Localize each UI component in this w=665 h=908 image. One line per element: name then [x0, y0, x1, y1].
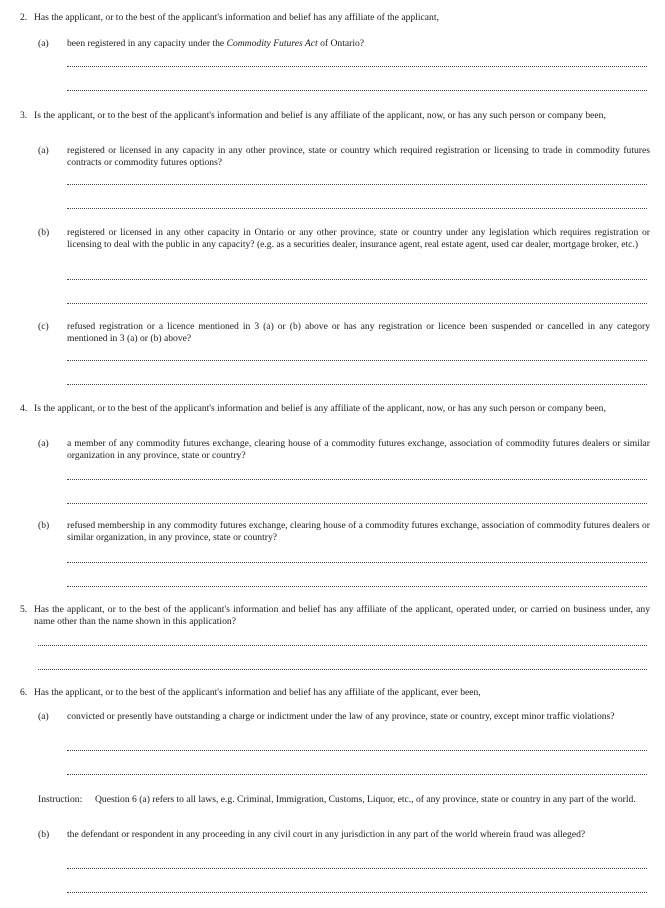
- question-4b: [38, 520, 650, 544]
- answer-line-6b-2[interactable]: [67, 892, 647, 893]
- instruction-note: [38, 794, 650, 806]
- answer-line-3b-1[interactable]: [67, 279, 647, 280]
- question-3b: [38, 227, 650, 251]
- sub-text: the defendant or respondent in any proceeding in any civil court in any jurisdiction in any part of the world wherein fraud was alleged?: [67, 829, 586, 840]
- question-stem: Is the applicant, or to the best of the applicant's information and belief is any affiliate of the applicant, now, or has any such person or company been,: [34, 403, 606, 414]
- answer-line-3a-2[interactable]: [67, 208, 647, 209]
- answer-line-4b-1[interactable]: [67, 562, 647, 563]
- sub-text: registered or licensed in any capacity in any other province, state or country which required registration or licensing to trade in commodity futures contracts or commodity futures options?: [67, 145, 650, 168]
- answer-line-6b-1[interactable]: [67, 868, 647, 869]
- question-2a: [38, 38, 650, 50]
- sub-label: (a): [38, 145, 49, 156]
- answer-line-3a-1[interactable]: [67, 184, 647, 185]
- question-number: 3.: [20, 110, 28, 121]
- instruction-label: Instruction:: [38, 794, 83, 805]
- answer-line-5-1[interactable]: [38, 645, 647, 646]
- question-number: 4.: [20, 403, 28, 414]
- question-number: 6.: [20, 687, 28, 698]
- question-3c: [38, 321, 650, 345]
- question-number: 5.: [20, 604, 28, 615]
- act-title: Commodity Futures Act: [226, 38, 318, 49]
- question-6a: [38, 711, 650, 723]
- question-3a: [38, 145, 650, 169]
- answer-line-4a-1[interactable]: [67, 479, 647, 480]
- sub-label: (b): [38, 829, 50, 840]
- answer-line-4b-2[interactable]: [67, 586, 647, 587]
- sub-text: refused registration or a licence mentioned in 3 (a) or (b) above or has any registration or licence been suspended or cancelled in any category mentioned in 3 (a) or (b) above?: [67, 321, 650, 344]
- instruction-text: Question 6 (a) refers to all laws, e.g. Criminal, Immigration, Customs, Liquor, etc., of any province, state or country in any part of the world.: [95, 794, 636, 805]
- question-6b: [38, 829, 650, 841]
- question-stem: Has the applicant, or to the best of the applicant's information and belief has any affiliate of the applicant,: [34, 12, 439, 23]
- answer-line-2a-2[interactable]: [67, 90, 647, 91]
- answer-line-3c-1[interactable]: [67, 360, 647, 361]
- sub-text: refused membership in any commodity futures exchange, clearing house of a commodity futures exchange, association of commodity futures dealers or similar organization, in any province, state or country?: [67, 520, 650, 543]
- sub-label: (a): [38, 438, 49, 449]
- answer-line-5-2[interactable]: [38, 669, 647, 670]
- question-stem: Has the applicant, or to the best of the applicant's information and belief has any affiliate of the applicant, ever been,: [34, 687, 481, 698]
- sub-text: registered or licensed in any other capacity in Ontario or any other province, state or country under any legislation which requires registration or licensing to deal with the public in any capacity? (e.g. as a securities dealer, insurance agent, real estate agent, used car dealer, mortgage broker, etc.): [67, 227, 650, 250]
- sub-label: (b): [38, 227, 50, 238]
- sub-label: (a): [38, 38, 49, 49]
- question-4: [20, 403, 650, 415]
- question-stem: Has the applicant, or to the best of the applicant's information and belief has any affiliate of the applicant, operated under, or carried on business under, any name other than the name shown in this application?: [34, 604, 650, 627]
- question-3: [20, 110, 650, 122]
- sub-label: (b): [38, 520, 50, 531]
- answer-line-4a-2[interactable]: [67, 503, 647, 504]
- sub-text: a member of any commodity futures exchange, clearing house of a commodity futures exchange, association of commodity futures dealers or similar organization in any province, state or country?: [67, 438, 650, 461]
- answer-line-3b-2[interactable]: [67, 303, 647, 304]
- question-6: [20, 687, 650, 699]
- sub-label: (c): [38, 321, 49, 332]
- question-stem: Is the applicant, or to the best of the applicant's information and belief is any affiliate of the applicant, now, or has any such person or company been,: [34, 110, 606, 121]
- sub-text: been registered in any capacity under the Commodity Futures Act of Ontario?: [67, 38, 365, 49]
- question-4a: [38, 438, 650, 462]
- question-5: [20, 604, 650, 628]
- answer-line-2a-1[interactable]: [67, 66, 647, 67]
- answer-line-6a-1[interactable]: [67, 750, 647, 751]
- answer-line-3c-2[interactable]: [67, 384, 647, 385]
- question-number: 2.: [20, 12, 28, 23]
- question-2: [20, 12, 650, 24]
- answer-line-6a-2[interactable]: [67, 774, 647, 775]
- sub-label: (a): [38, 711, 49, 722]
- sub-text: convicted or presently have outstanding a charge or indictment under the law of any province, state or country, except minor traffic violations?: [67, 711, 615, 722]
